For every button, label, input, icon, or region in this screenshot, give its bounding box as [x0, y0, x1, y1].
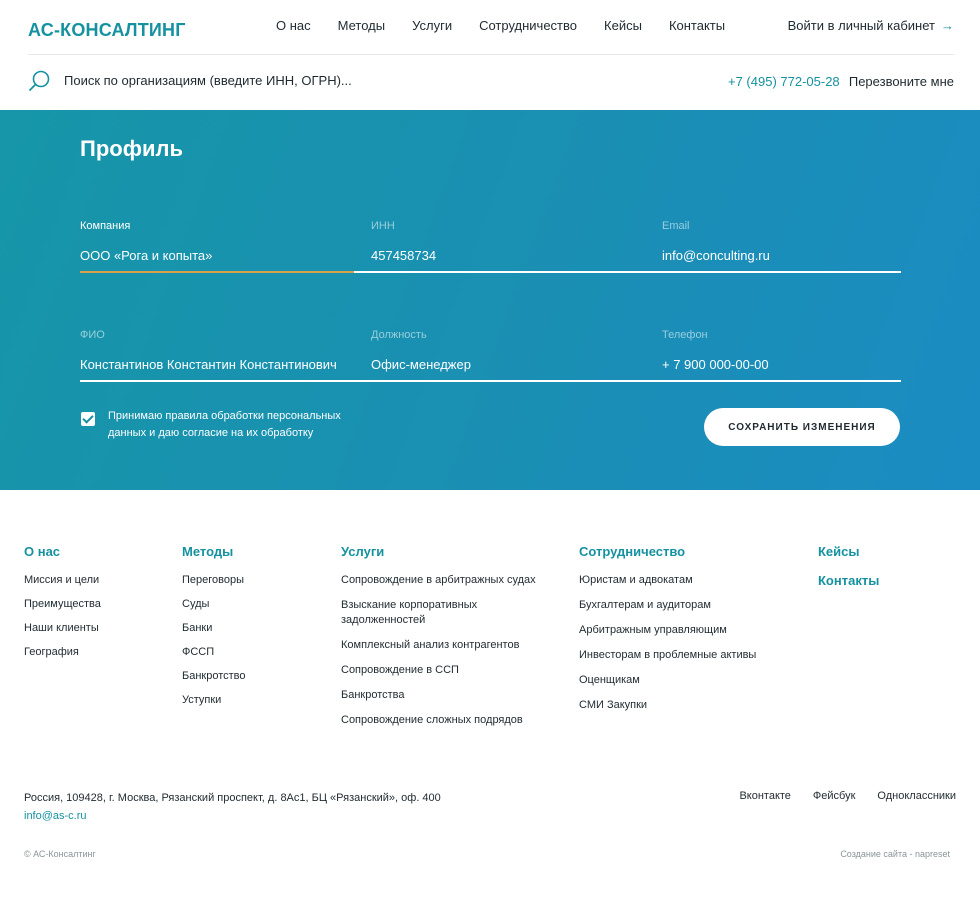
inn-value[interactable]: 457458734	[371, 248, 437, 263]
inn-field[interactable]	[371, 220, 645, 263]
company-label: Компания	[80, 220, 131, 232]
phone-field[interactable]	[662, 329, 936, 372]
footer-heading-contacts[interactable]: Контакты	[818, 573, 880, 588]
company-field[interactable]	[80, 220, 354, 263]
footer-col-about	[24, 544, 101, 669]
footer-link[interactable]: Комплексный анализ контрагентов	[341, 639, 520, 651]
phone-label: Телефон	[662, 329, 708, 341]
footer-col-cooperation	[579, 544, 756, 723]
main-nav	[276, 18, 752, 33]
footer-link[interactable]: Уступки	[182, 694, 222, 706]
company-value[interactable]: ООО «Рога и копыта»	[80, 248, 213, 263]
footer-col-misc	[818, 544, 879, 602]
logo[interactable]: АС-КОНСАЛТИНГ	[28, 20, 186, 40]
footer-heading-cases[interactable]: Кейсы	[818, 544, 860, 559]
row1-underline	[354, 271, 901, 273]
footer-link[interactable]: Сопровождение сложных подрядов	[341, 714, 523, 726]
footer-link[interactable]: Юристам и адвокатам	[579, 574, 693, 586]
footer-link[interactable]: Сопровождение в ССП	[341, 664, 459, 676]
copyright: © АС-Консалтинг	[24, 849, 96, 859]
footer-link[interactable]: СМИ Закупки	[579, 699, 648, 711]
footer-col-services	[341, 544, 536, 738]
footer-link[interactable]: Взыскание корпоративных задолженностей	[341, 599, 478, 626]
footer-heading-cooperation[interactable]: Сотрудничество	[579, 544, 686, 559]
site-credit-link[interactable]: Создание сайта - napreset	[840, 849, 950, 859]
footer-heading-methods[interactable]: Методы	[182, 544, 234, 559]
top-bar	[0, 0, 980, 54]
footer-link[interactable]: Бухгалтерам и аудиторам	[579, 599, 711, 611]
footer-heading-services[interactable]: Услуги	[341, 544, 385, 559]
phone-value[interactable]: + 7 900 000-00-00	[662, 357, 769, 372]
nav-item-cooperation[interactable]: Сотрудничество	[479, 18, 578, 33]
social-link-vk[interactable]: Вконтакте	[739, 790, 791, 802]
footer-link[interactable]: Банкротство	[182, 670, 246, 682]
fullname-value[interactable]: Константинов Константин Константинович	[80, 357, 337, 372]
login-link[interactable]	[788, 18, 954, 33]
nav-item-methods[interactable]: Методы	[337, 18, 386, 33]
position-label: Должность	[371, 329, 427, 341]
footer-col-methods	[182, 544, 246, 717]
footer-link[interactable]: Банкротства	[341, 689, 405, 701]
phone-link[interactable]: +7 (495) 772-05-28	[728, 74, 840, 89]
email-value[interactable]: info@conculting.ru	[662, 248, 770, 263]
footer-link[interactable]: Арбитражным управляющим	[579, 624, 727, 636]
search-icon[interactable]	[28, 69, 52, 93]
footer-address: Россия, 109428, г. Москва, Рязанский проспект, д. 8Ас1, БЦ «Рязанский», оф. 400	[24, 792, 441, 804]
footer-link[interactable]: Суды	[182, 598, 210, 610]
footer-link[interactable]: География	[24, 646, 79, 658]
footer-link[interactable]: Оценщикам	[579, 674, 640, 686]
callback-link[interactable]: Перезвоните мне	[848, 74, 954, 89]
email-field[interactable]	[662, 220, 936, 263]
footer-email-link[interactable]: info@as-c.ru	[24, 810, 87, 822]
footer-link[interactable]: Переговоры	[182, 574, 245, 586]
nav-item-services[interactable]: Услуги	[412, 18, 453, 33]
page-title: Профиль	[80, 136, 183, 161]
footer-link[interactable]: Сопровождение в арбитражных судах	[341, 574, 536, 586]
nav-item-about[interactable]: О нас	[276, 18, 311, 33]
footer-link[interactable]: ФССП	[182, 646, 215, 658]
profile-section	[0, 110, 980, 490]
search-input[interactable]	[64, 73, 424, 88]
footer-link[interactable]: Миссия и цели	[24, 574, 100, 586]
company-underline	[80, 271, 354, 273]
position-value[interactable]: Офис-менеджер	[371, 357, 471, 372]
fullname-field[interactable]	[80, 329, 354, 372]
nav-item-contacts[interactable]: Контакты	[668, 18, 726, 33]
consent-checkbox[interactable]	[81, 412, 95, 426]
footer-link[interactable]: Преимущества	[24, 598, 101, 610]
position-field[interactable]	[371, 329, 645, 372]
nav-item-cases[interactable]: Кейсы	[604, 18, 642, 33]
social-links	[739, 790, 956, 802]
footer-link[interactable]: Инвесторам в проблемные активы	[579, 649, 757, 661]
footer-link[interactable]: Банки	[182, 622, 213, 634]
row2-underline	[80, 380, 901, 382]
footer-link[interactable]: Наши клиенты	[24, 622, 99, 634]
save-button[interactable]: СОХРАНИТЬ ИЗМЕНЕНИЯ	[704, 408, 900, 446]
search-bar	[0, 55, 980, 110]
social-link-ok[interactable]: Одноклассники	[877, 790, 956, 802]
email-label: Email	[662, 220, 690, 232]
consent-row	[81, 408, 348, 441]
arrow-right-icon: →	[941, 18, 954, 33]
footer-heading-about[interactable]: О нас	[24, 544, 61, 559]
inn-label: ИНН	[371, 220, 395, 232]
social-link-facebook[interactable]: Фейсбук	[812, 790, 856, 802]
login-label: Войти в личный кабинет	[787, 18, 935, 33]
consent-text: Принимаю правила обработки персональных данных и даю согласие на их обработку	[108, 410, 341, 439]
fullname-label: ФИО	[80, 329, 105, 341]
